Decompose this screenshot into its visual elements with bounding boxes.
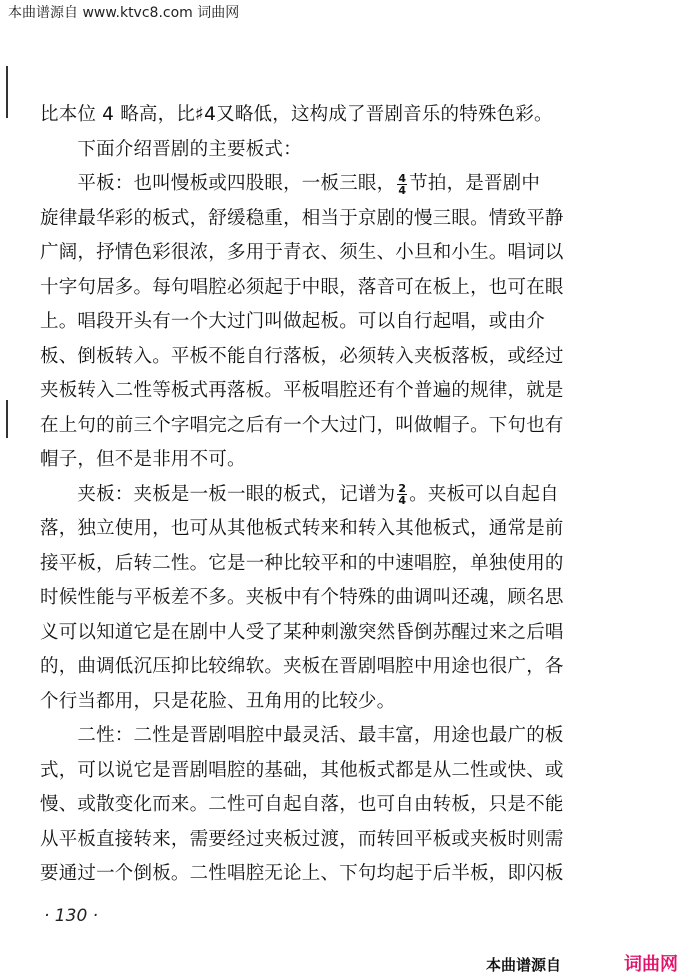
- text-line-2: 下面介绍晋剧的主要板式：: [40, 138, 302, 160]
- text-line-20: 式，可以说它是晋剧唱腔的基础，其他板式都是从二性或快、或: [40, 759, 564, 781]
- text-line-12-start: 夹板：夹板是一板一眼的板式，记谱为: [40, 483, 396, 505]
- text-line-1: 比本位 4 略高，比♯4又略低，这构成了晋剧音乐的特殊色彩。: [40, 104, 553, 125]
- scan-margin-line-mid: [6, 400, 8, 438]
- text-line-11: 帽子，但不是非用不可。: [40, 449, 246, 470]
- text-line-9: 夹板转入二性等板式再落板。平板唱腔还有个普遍的规律，就是: [40, 380, 564, 401]
- watermark-header: 本曲谱源自 www.ktvc8.com 词曲网: [8, 5, 240, 21]
- text-line-6: 十字句居多。每句唱腔必须起于中眼，落音可在板上，也可在眼: [40, 276, 564, 298]
- scan-margin-line-top: [6, 66, 8, 118]
- page-number: · 130 ·: [44, 906, 99, 926]
- frac-denominator: 4: [398, 494, 407, 507]
- text-line-8: 板、倒板转入。平板不能自行落板，必须转入夹板落板，或经过: [40, 345, 564, 367]
- text-line-3-end: 节拍，是晋剧中: [409, 173, 541, 194]
- footer-watermark-logo: 词曲网: [624, 954, 678, 975]
- time-signature-2-4: [397, 483, 407, 506]
- text-line-16: 义可以知道它是在剧中人受了某种刺激突然昏倒苏醒过来之后唱: [40, 621, 564, 643]
- text-line-12: [40, 478, 614, 513]
- time-signature-4-4: [397, 173, 407, 196]
- text-line-14: 接平板，后转二性。它是一种比较平和的中速唱腔，单独使用的: [40, 552, 564, 574]
- frac-numerator: 2: [398, 482, 407, 495]
- text-line-3-start: 平板：也叫慢板或四股眼，一板三眼，: [40, 173, 396, 194]
- text-line-4: 旋律最华彩的板式，舒缓稳重，相当于京剧的慢三眼。情致平静: [40, 207, 564, 229]
- text-line-19: 二性：二性是晋剧唱腔中最灵活、最丰富，用途也最广的板: [40, 725, 564, 746]
- text-line-17: 的，曲调低沉压抑比较绵软。夹板在晋剧唱腔中用途也很广，各: [40, 656, 564, 677]
- text-line-10: 在上句的前三个字唱完之后有一个大过门，叫做帽子。下句也有: [40, 414, 564, 436]
- text-line-5: 广阔，抒情色彩很浓，多用于青衣、须生、小旦和小生。唱词以: [40, 242, 564, 263]
- text-line-7: 上。唱段开头有一个大过门叫做起板。可以自行起唱，或由介: [40, 311, 545, 332]
- frac-numerator: 4: [398, 171, 407, 185]
- text-line-13: 落，独立使用，也可从其他板式转来和转入其他板式，通常是前: [40, 518, 564, 539]
- text-line-21: 慢、或散变化而来。二性可自起自落，也可自由转板，只是不能: [40, 794, 564, 815]
- text-line-15: 时候性能与平板差不多。夹板中有个特殊的曲调叫还魂，顾名思: [40, 587, 564, 608]
- text-line-22: 从平板直接转来，需要经过夹板过渡，而转回平板或夹板时则需: [40, 828, 564, 850]
- frac-denominator: 4: [398, 183, 407, 197]
- text-line-3: [40, 167, 614, 202]
- text-line-18: 个行当都用，只是花脸、丑角用的比较少。: [40, 690, 396, 712]
- text-line-12-end: 。夹板可以自起自: [409, 483, 559, 505]
- document-body: [40, 98, 614, 892]
- footer-watermark-text: 本曲谱源自: [486, 956, 562, 974]
- text-line-23: 要通过一个倒板。二性唱腔无论上、下句均起于后半板，即闪板: [40, 863, 564, 884]
